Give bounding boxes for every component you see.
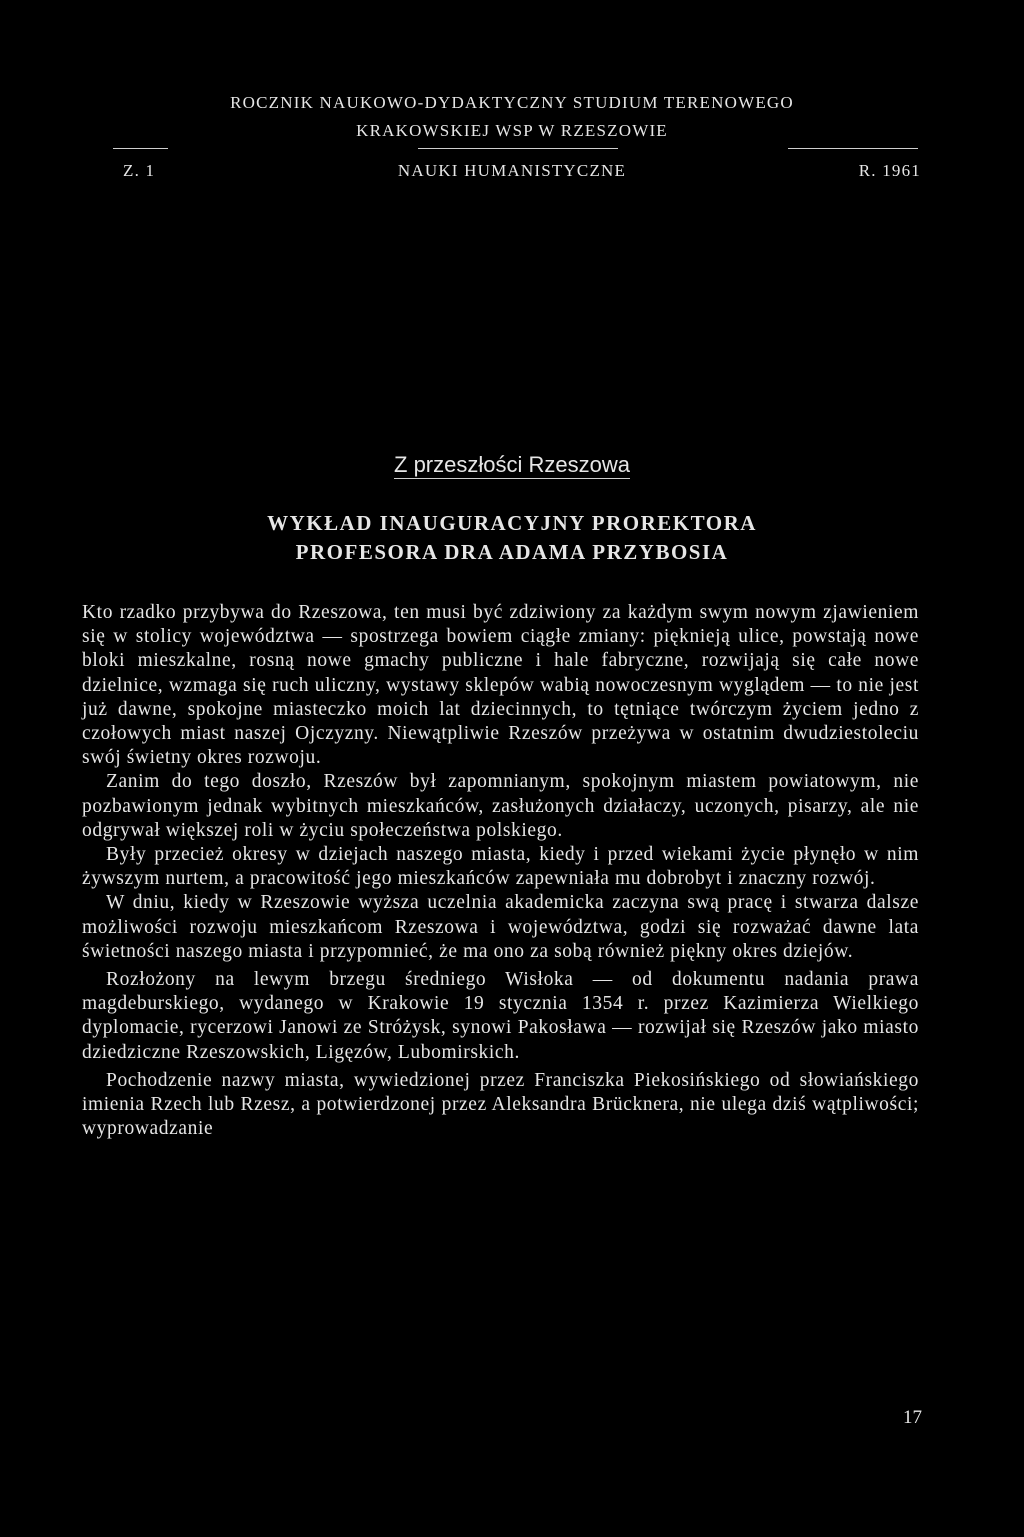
header-rule-center [418,148,618,149]
article-title-line2: PROFESORA DRA ADAMA PRZYBOSIA [295,540,729,564]
volume-year: R. 1961 [858,161,921,180]
article-title-line1: WYKŁAD INAUGURACYJNY PROREKTORA [267,511,757,535]
paragraph: W dniu, kiedy w Rzeszowie wyższa uczelnia akademicka zaczyna swą pracę i stwarza dalsze możliwości rozwoju mieszkańcom Rzeszowa i województwa, godzi się rozważać dawne lata świetności naszego miasta i przypomnieć, że ma ono za sobą również piękny okres dziejów. [82,892,919,962]
journal-title-line1: ROCZNIK NAUKOWO-DYDAKTYCZNY STUDIUM TERENOWEGO [230,93,794,112]
paragraph: Pochodzenie nazwy miasta, wywiedzionej przez Franciszka Piekosińskiego od słowiańskiego imienia Rzech lub Rzesz, a potwierdzonej przez Aleksandra Brücknera, nie ulega dziś wątpliwości; wyprowadzanie [82,1069,919,1140]
header-rule-left [113,148,168,149]
paragraph: Kto rzadko przybywa do Rzeszowa, ten musi być zdziwiony za każdym swym nowym zjawieniem się w stolicy województwa — spostrzega bowiem ciągłe zmiany: pięknieją ulice, powstają nowe bloki mieszkalne, rosną nowe gmachy publiczne i hale fabryczne, rozwijają się całe nowe dzielnice, wzmaga się ruch uliczny, wystawy sklepów wabią nowoczesnym wyglądem — to nie jest już dawne, spokojne miasteczko moich lat dziecinnych, to tętniące twórczym życiem jedno z czołowych miast naszej Ojczyzny. Niewątpliwie Rzeszów przeżywa w ostatnim dwudziestoleciu swój świetny okres rozwoju. [82,602,919,769]
paragraph: Były przecież okresy w dziejach naszego miasta, kiedy i przed wiekami życie płynęło w nim żywszym nurtem, a pracowitość jego mieszkańców zapewniała mu dobrobyt i znaczny rozwój. [82,844,919,890]
series-title-text: Z przeszłości Rzeszowa [394,452,630,477]
section-name: NAUKI HUMANISTYCZNE [397,161,627,180]
page-number: 17 [903,1407,922,1428]
paragraph: Zanim do tego doszło, Rzeszów był zapomnianym, spokojnym miastem powiatowym, nie pozbawionym jednak wybitnych mieszkańców, zasłużonych działaczy, uczonych, pisarzy, ale nie odgrywał większej roli w życiu społeczeństwa polskiego. [82,771,919,841]
journal-title-line2: KRAKOWSKIEJ WSP W RZESZOWIE [356,121,668,140]
article-body [82,601,919,1141]
paragraph: Rozłożony na lewym brzegu średniego Wisłoka — od dokumentu nadania prawa magdeburskiego, wydanego w Krakowie 19 stycznia 1354 r. przez Kazimierza Wielkiego dyplomacie, rycerzowi Janowi ze Stróżysk, synowi Pakosława — rozwijał się Rzeszów jako miasto dziedziczne Rzeszowskich, Ligęzów, Lubomirskich. [82,969,919,1063]
issue-number: Z. 1 [123,161,156,180]
header-rule-right [788,148,918,149]
series-title [0,452,1024,478]
